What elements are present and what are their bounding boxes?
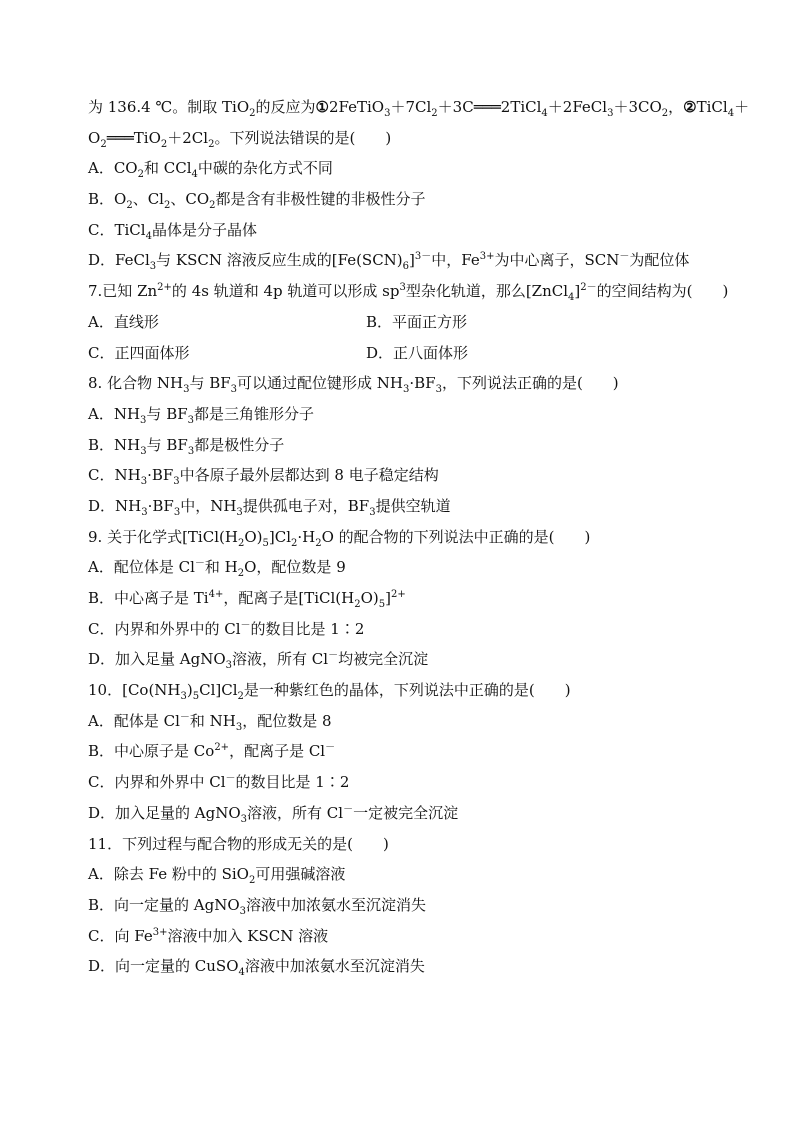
- q11-option-a: A．除去 Fe 粉中的 SiO$_2$可用强碱溶液: [88, 865, 346, 887]
- q9-option-c: C．内界和外界中的 Cl－的数目比是 1∶2: [88, 619, 365, 638]
- q9-option-d: D．加入足量 AgNO$_3$溶液，所有 Cl－均被完全沉淀: [88, 650, 429, 672]
- question-content: [88, 92, 750, 982]
- q6-option-d: D．FeCl$_3$与 KSCN 溶液反应生成的$[Fe(SCN)_6]^{3-}$中，$Fe^{3+}$为中心离子，SCN－为配位体: [88, 251, 690, 273]
- q6-option-a: A．$CO_2$和 CCl$_4$中碳的杂化方式不同: [88, 159, 333, 181]
- q7-options-row-2: [88, 338, 728, 369]
- q6-stem-line-2: $O_2═══TiO_2+2Cl_2$。下列说法错误的是( ): [88, 128, 392, 150]
- q8-option-b: B．$NH_3$与 $BF_3$都是极性分子: [88, 435, 285, 457]
- q10-option-a: A．配体是 Cl－和 $NH_3$，配位数是 8: [88, 711, 332, 733]
- circled-number-1: ①: [315, 98, 329, 116]
- q11-option-b: B．向一定量的 AgNO$_3$溶液中加浓氨水至沉淀消失: [88, 895, 427, 917]
- q8-option-c: C．$NH_3\cdot BF_3$中各原子最外层都达到 8 电子稳定结构: [88, 466, 439, 488]
- q8-option-a: A．$NH_3$与 $BF_3$都是三角锥形分子: [88, 404, 315, 426]
- q10-option-c: C．内界和外界中 Cl－的数目比是 1∶2: [88, 773, 350, 792]
- q7-stem: 7.已知 $Zn^{2+}$的 4s 轨道和 4p 轨道可以形成 $sp^3$型杂化轨道，那么[ZnCl$_4$]$^{2-}$的空间结构为( ): [88, 282, 729, 304]
- q7-option-b: B．平面正方形: [366, 312, 468, 331]
- q11-stem: 11．下列过程与配合物的形成无关的是( ): [88, 834, 389, 853]
- q6-option-b: B．$O_2$、$Cl_2$、$CO_2$都是含有非极性键的非极性分子: [88, 190, 426, 212]
- q7-option-d: D．正八面体形: [366, 343, 469, 362]
- q6-stem-line-1: 为 136.4 ℃。制取 TiO$_2$的反应为$①2FeTiO_3+7Cl_2+3C═══2TiCl_4+2FeCl_3+3CO_2$，②TiCl$_4$＋: [88, 98, 750, 119]
- q11-option-c: C．向 $Fe^{3+}$溶液中加入 KSCN 溶液: [88, 926, 329, 945]
- q7-options-row-1: [88, 307, 728, 338]
- q11-option-d: D．向一定量的 CuSO$_4$溶液中加浓氨水至沉淀消失: [88, 957, 425, 979]
- q10-stem: 10．$[Co(NH_3)_5Cl]Cl_2$是一种紫红色的晶体，下列说法中正确的是( ): [88, 681, 571, 703]
- q9-option-b: B．中心离子是 $Ti^{4+}$，配离子是$[TiCl(H_2O)_5]^{2+}$: [88, 589, 406, 610]
- q6-option-c: C．TiCl$_4$晶体是分子晶体: [88, 220, 257, 242]
- circled-number-2: ②: [683, 98, 697, 116]
- q8-stem: 8. 化合物 $NH_3$与 $BF_3$可以通过配位键形成 $NH_3\cdot BF_3$，下列说法正确的是( ): [88, 374, 619, 396]
- q10-option-d: D．加入足量的 AgNO$_3$溶液，所有 Cl－一定被完全沉淀: [88, 803, 459, 825]
- q8-option-d: D．$NH_3\cdot BF_3$中，$NH_3$提供孤电子对，$BF_3$提供空轨道: [88, 496, 451, 518]
- q10-option-b: B．中心原子是 $Co^{2+}$，配离子是 Cl－: [88, 742, 336, 761]
- q9-stem: 9. 关于化学式$[TiCl(H_2O)_5]Cl_2\cdot H_2O$ 的配合物的下列说法中正确的是( ): [88, 527, 591, 549]
- q7-option-c: C．正四面体形: [88, 343, 190, 362]
- q9-option-a: A．配位体是 Cl－和 $H_2O$，配位数是 9: [88, 558, 346, 580]
- q7-option-a: A．直线形: [88, 312, 159, 331]
